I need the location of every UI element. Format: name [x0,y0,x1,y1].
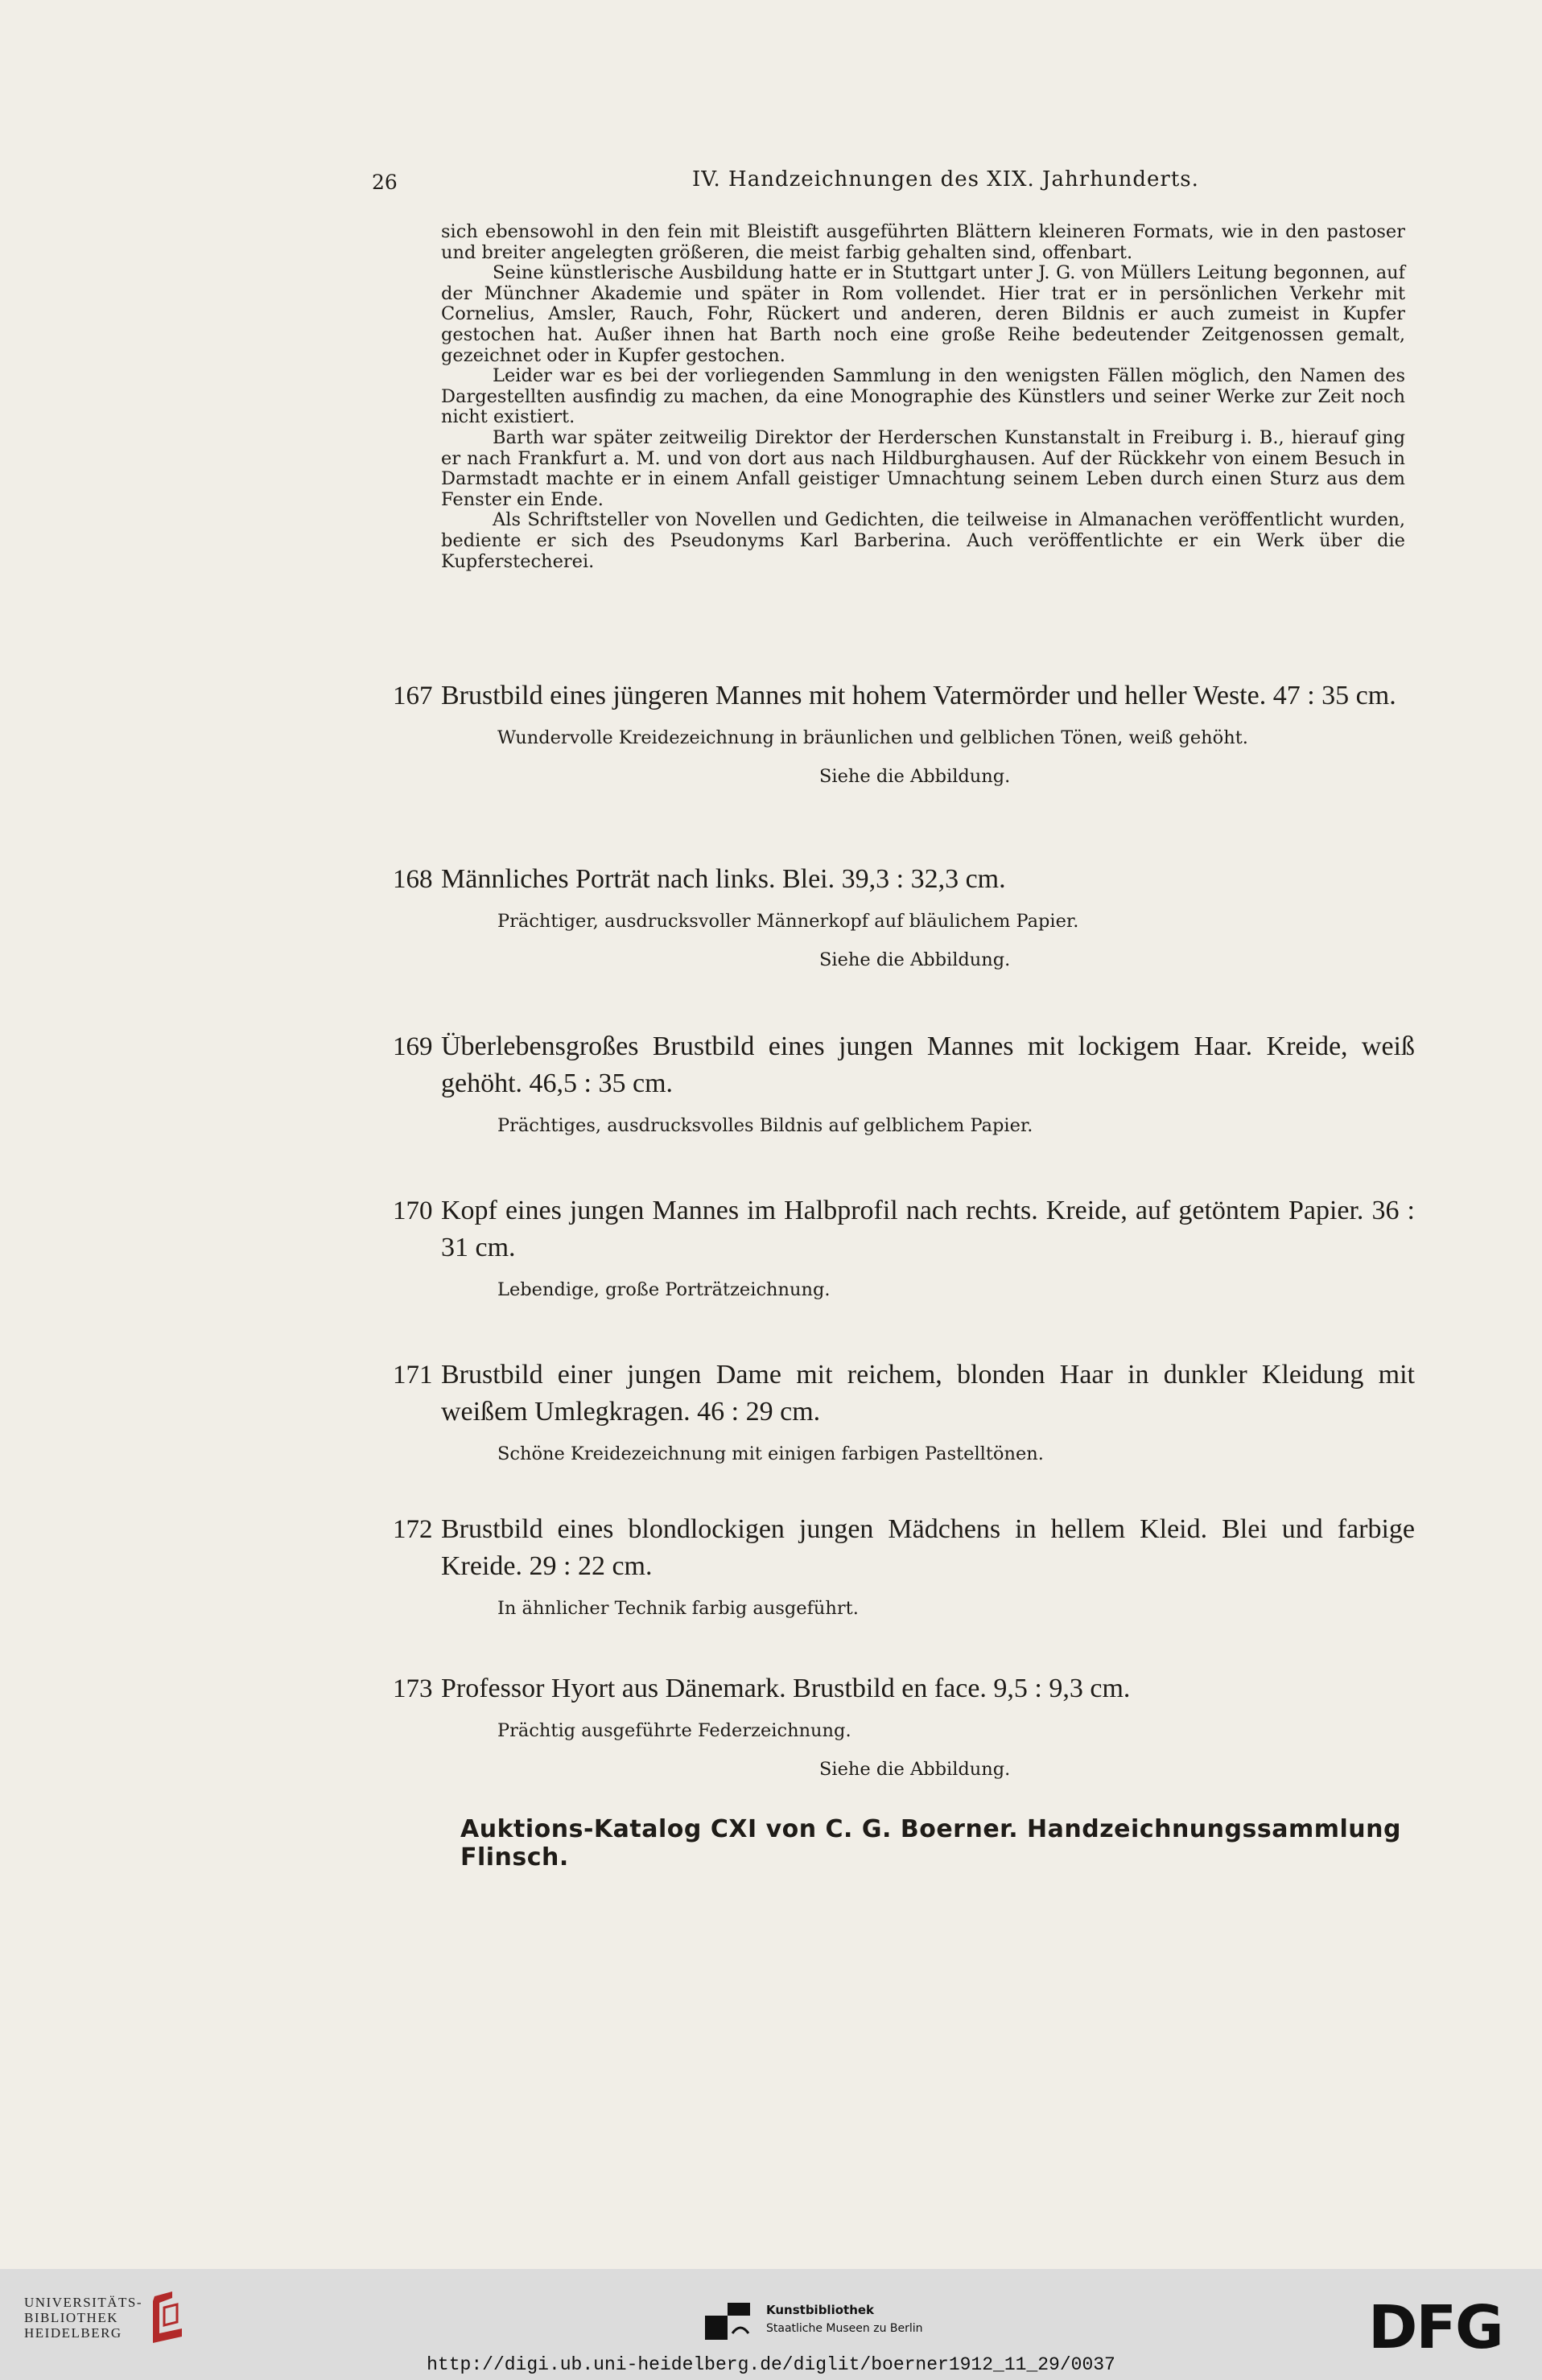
catalog-entry [393,1357,1415,1464]
intro-paragraph: Leider war es bei der vorliegenden Sammlung in den wenigsten Fällen möglich, den Namen des Dargestellten ausfindig zu machen, da eine Monographie des Künstlers und seiner Werke zur Zeit noch nicht existiert. [441,365,1405,428]
entry-description: Lebendige, große Porträtzeichnung. [497,1279,831,1300]
kb-subtitle: Staatliche Museen zu Berlin [766,2322,923,2335]
entry-number: 173 [393,1674,433,1703]
catalog-title-line: Auktions-Katalog CXI von C. G. Boerner. Handzeichnungssammlung Flinsch. [460,1815,1401,1871]
catalog-entry [393,677,1415,787]
entry-description: Prächtiger, ausdrucksvoller Männerkopf auf bläulichem Papier. [497,911,1079,932]
entry-number: 171 [393,1361,433,1390]
catalog-entry [393,1192,1415,1300]
entry-number: 170 [393,1196,433,1225]
entry-title: Brustbild eines blondlockigen jungen Mädchens in hellem Kleid. Blei und farbige Kreide. 29 : 22 cm. [441,1514,1415,1581]
entry-title: Brustbild einer jungen Dame mit reichem, blonden Haar in dunkler Kleidung mit weißem Umlegkragen. 46 : 29 cm. [441,1360,1415,1427]
entry-reference: Siehe die Abbildung. [819,1759,1011,1780]
entry-title: Kopf eines jungen Mannes im Halbprofil nach rechts. Kreide, auf getöntem Papier. 36 : 31 cm. [441,1196,1415,1262]
intro-paragraph: Als Schriftsteller von Novellen und Gedichten, die teilweise in Almanachen veröffentlicht wurden, bediente er sich des Pseudonyms Karl Barberina. Auch veröffentlichte er ein Werk über die Kupferstecherei. [441,509,1405,572]
intro-paragraph: Seine künstlerische Ausbildung hatte er in Stuttgart unter J. G. von Müllers Leitung begonnen, auf der Münchner Akademie und später in Rom vollendet. Hier trat er in persönlichen Verkehr mit Cornelius, Amsler, Rauch, Fohr, Rückert und anderen, deren Bildnis er auch zumeist in Kupfer gestochen hat. Außer ihnen hat Barth noch eine große Reihe bedeutender Zeitgenossen gemalt, gezeichnet oder in Kupfer gestochen. [441,262,1405,366]
entry-title: Überlebensgroßes Brustbild eines jungen Mannes mit lockigem Haar. Kreide, weiß gehöht. 46,5 : 35 cm. [441,1031,1415,1098]
viewer-footer [0,2269,1542,2380]
entry-reference: Siehe die Abbildung. [819,949,1011,970]
page-number: 26 [372,171,398,194]
entry-title: Männliches Porträt nach links. Blei. 39,3 : 32,3 cm. [441,864,1006,894]
entry-number: 167 [393,681,433,710]
entry-description: Prächtig ausgeführte Federzeichnung. [497,1720,851,1741]
catalog-entry [393,1670,1415,1780]
ub-line: UNIVERSITÄTS- [24,2295,142,2310]
entry-description: Schöne Kreidezeichnung mit einigen farbigen Pastelltönen. [497,1443,1044,1464]
catalog-entry [393,1028,1415,1136]
entry-number: 172 [393,1515,433,1544]
entry-reference: Siehe die Abbildung. [819,766,1011,787]
kunstbibliothek-logo-icon[interactable] [705,2301,755,2341]
entry-number: 168 [393,865,433,894]
kunstbibliothek-label[interactable] [766,2303,923,2335]
ub-line: BIBLIOTHEK [24,2310,118,2325]
permalink-url[interactable]: http://digi.ub.uni-heidelberg.de/diglit/boerner1912_11_29/0037 [427,2354,1115,2375]
entry-title: Brustbild eines jüngeren Mannes mit hohem Vatermörder und heller Weste. 47 : 35 cm. [441,681,1396,710]
entry-title: Professor Hyort aus Dänemark. Brustbild en face. 9,5 : 9,3 cm. [441,1674,1131,1703]
entry-description: In ähnlicher Technik farbig ausgeführt. [497,1598,859,1619]
intro-paragraph: Barth war später zeitweilig Direktor der Herderschen Kunstanstalt in Freiburg i. B., hierauf ging er nach Frankfurt a. M. und von dort aus nach Hildburghausen. Auf der Rückkehr von einem Besuch in Darmstadt machte er in einem Anfall geistiger Umnachtung seinem Leben durch einen Sturz aus dem Fenster ein Ende. [441,426,1405,510]
intro-text [441,222,1405,572]
running-head: IV. Handzeichnungen des XIX. Jahrhunderts. [692,167,1199,191]
entry-description: Wundervolle Kreidezeichnung in bräunlichen und gelblichen Tönen, weiß gehöht. [497,727,1248,748]
ub-heidelberg-label[interactable] [24,2295,142,2341]
catalog-entry [393,1511,1415,1619]
entry-number: 169 [393,1032,433,1061]
ub-heidelberg-logo-icon[interactable] [140,2290,188,2346]
ub-line: HEIDELBERG [24,2325,122,2341]
kb-name: Kunstbibliothek [766,2303,875,2317]
intro-paragraph: sich ebensowohl in den fein mit Bleistift ausgeführten Blättern kleineren Formats, wie in den pastoser und breiter angelegten größeren, die meist farbig gehalten sind, offenbart. [441,221,1405,263]
dfg-logo[interactable]: DFG [1368,2293,1503,2362]
entry-description: Prächtiges, ausdrucksvolles Bildnis auf gelblichem Papier. [497,1115,1033,1136]
catalog-entry [393,861,1415,970]
